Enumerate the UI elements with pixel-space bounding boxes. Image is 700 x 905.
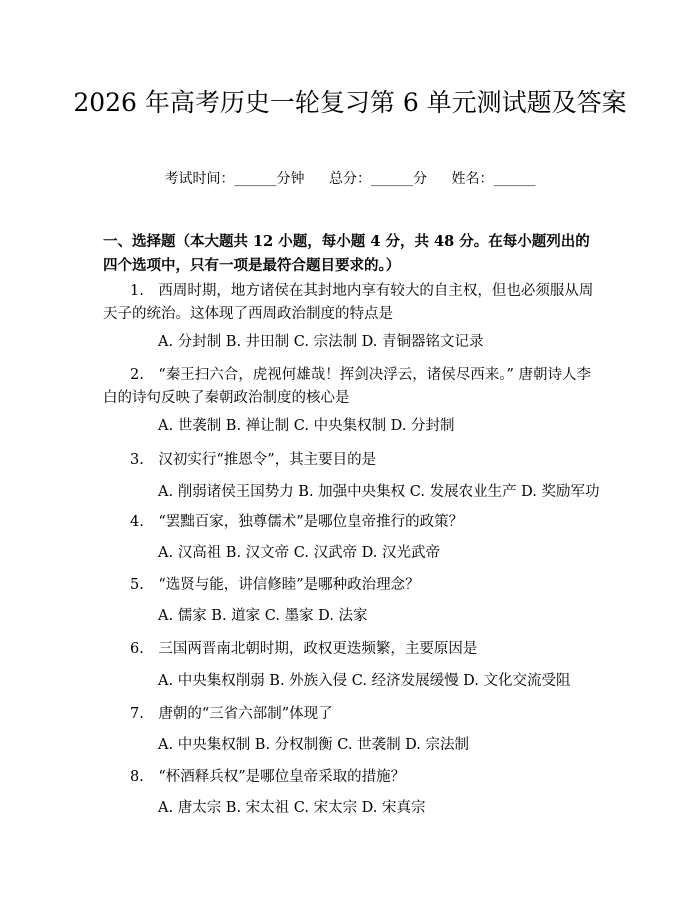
question-8: 8. “杯酒释兵权”是哪位皇帝采取的措施？ bbox=[130, 769, 406, 785]
question-4: 4. “罢黜百家，独尊儒术”是哪位皇帝推行的政策？ bbox=[130, 514, 464, 530]
question-2-options: A. 世袭制 B. 禅让制 C. 中央集权制 D. 分封制 bbox=[158, 418, 455, 434]
question-5-options: A. 儒家 B. 道家 C. 墨家 D. 法家 bbox=[158, 608, 368, 624]
exam-meta bbox=[0, 168, 700, 188]
question-1-options: A. 分封制 B. 井田制 C. 宗法制 D. 青铜器铭文记录 bbox=[158, 334, 484, 350]
page-title: 2026 年高考历史一轮复习第 6 单元测试题及答案 bbox=[73, 88, 627, 117]
question-6: 6. 三国两晋南北朝时期，政权更迭频繁，主要原因是 bbox=[130, 641, 478, 657]
question-8-options: A. 唐太宗 B. 宋太祖 C. 宋太宗 D. 宋真宗 bbox=[158, 800, 426, 816]
exam-name: 姓名：______ bbox=[451, 171, 536, 187]
question-7-options: A. 中央集权制 B. 分权制衡 C. 世袭制 D. 宗法制 bbox=[158, 737, 470, 753]
exam-time: 考试时间：______分钟 bbox=[164, 171, 305, 187]
section-heading: 一、选择题（本大题共 12 小题，每小题 4 分，共 48 分。在每小题列出的四个选项中，只有一项是最符合题目要求的。） bbox=[103, 233, 590, 274]
question-5: 5. “选贤与能，讲信修睦”是哪种政治理念？ bbox=[130, 577, 420, 593]
question-7: 7. 唐朝的“三省六部制”体现了 bbox=[130, 706, 333, 722]
exam-score: 总分：______分 bbox=[329, 171, 427, 187]
question-1: 1. 西周时期，地方诸侯在其封地内享有较大的自主权，但也必须服从周天子的统治。这体现了西周政治制度的特点是 bbox=[103, 283, 594, 322]
question-4-options: A. 汉高祖 B. 汉文帝 C. 汉武帝 D. 汉光武帝 bbox=[158, 545, 441, 561]
question-6-options: A. 中央集权削弱 B. 外族入侵 C. 经济发展缓慢 D. 文化交流受阻 bbox=[158, 673, 571, 689]
question-3: 3. 汉初实行“推恩令”，其主要目的是 bbox=[130, 452, 377, 468]
question-2: 2. “秦王扫六合，虎视何雄哉！挥剑决浮云，诸侯尽西来。” 唐朝诗人李白的诗句反映了秦朝政治制度的核心是 bbox=[103, 367, 592, 406]
question-3-options: A. 削弱诸侯王国势力 B. 加强中央集权 C. 发展农业生产 D. 奖励军功 bbox=[158, 484, 600, 500]
